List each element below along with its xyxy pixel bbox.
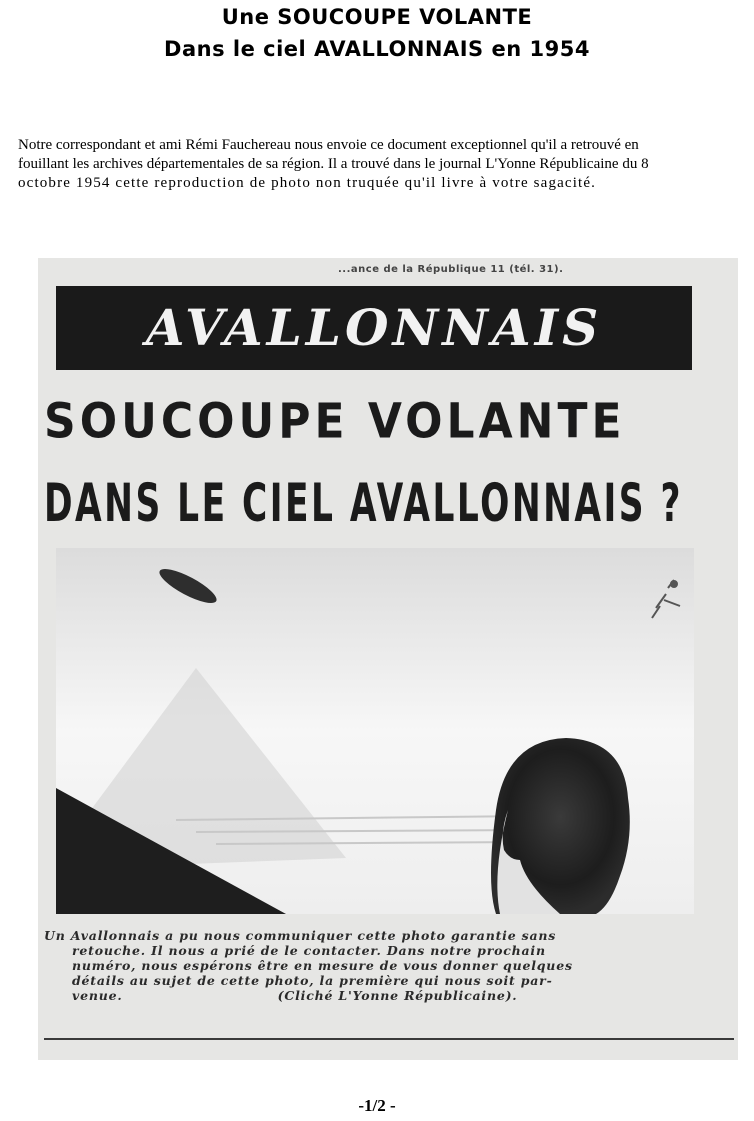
clipping-top-text: ...ance de la République 11 (tél. 31).	[338, 264, 564, 275]
photo-caption	[44, 928, 704, 1003]
clipping-banner: AVALLONNAIS	[56, 286, 692, 370]
clipping-headline: SOUCOUPE VOLANTE	[44, 393, 626, 450]
clipping-rule	[44, 1038, 734, 1040]
page-number: -1/2 -	[358, 1096, 396, 1115]
intro-line: octobre 1954 cette reproduction de photo non truquée qu'il livre à votre sagacité.	[18, 175, 597, 191]
photo-credit: (Cliché L'Yonne Républicaine).	[277, 988, 518, 1003]
clipping-subheadline: DANS LE CIEL AVALLONNAIS ?	[44, 472, 683, 534]
ufo-photo	[56, 548, 694, 914]
ufo-photo-image	[56, 548, 694, 914]
intro-line: fouillant les archives départementales de sa région. Il a trouvé dans le journal L'Yonne Républicaine du 8	[18, 156, 649, 172]
intro-paragraph	[18, 136, 740, 193]
caption-line: détails au sujet de cette photo, la première qui nous soit par-	[72, 973, 553, 988]
caption-line: venue.	[72, 988, 123, 1003]
page-title-line-1: Une SOUCOUPE VOLANTE	[221, 5, 533, 29]
caption-line: Un Avallonnais a pu nous communiquer cette photo garantie sans	[44, 928, 557, 943]
intro-line: Notre correspondant et ami Rémi Fauchereau nous envoie ce document exceptionnel qu'il a retrouvé en	[18, 137, 639, 153]
newspaper-clipping	[38, 258, 738, 1060]
page-title-line-2: Dans le ciel AVALLONNAIS en 1954	[164, 37, 590, 61]
caption-line: retouche. Il nous a prié de le contacter. Dans notre prochain	[72, 943, 546, 958]
caption-line: numéro, nous espérons être en mesure de vous donner quelques	[72, 958, 573, 973]
